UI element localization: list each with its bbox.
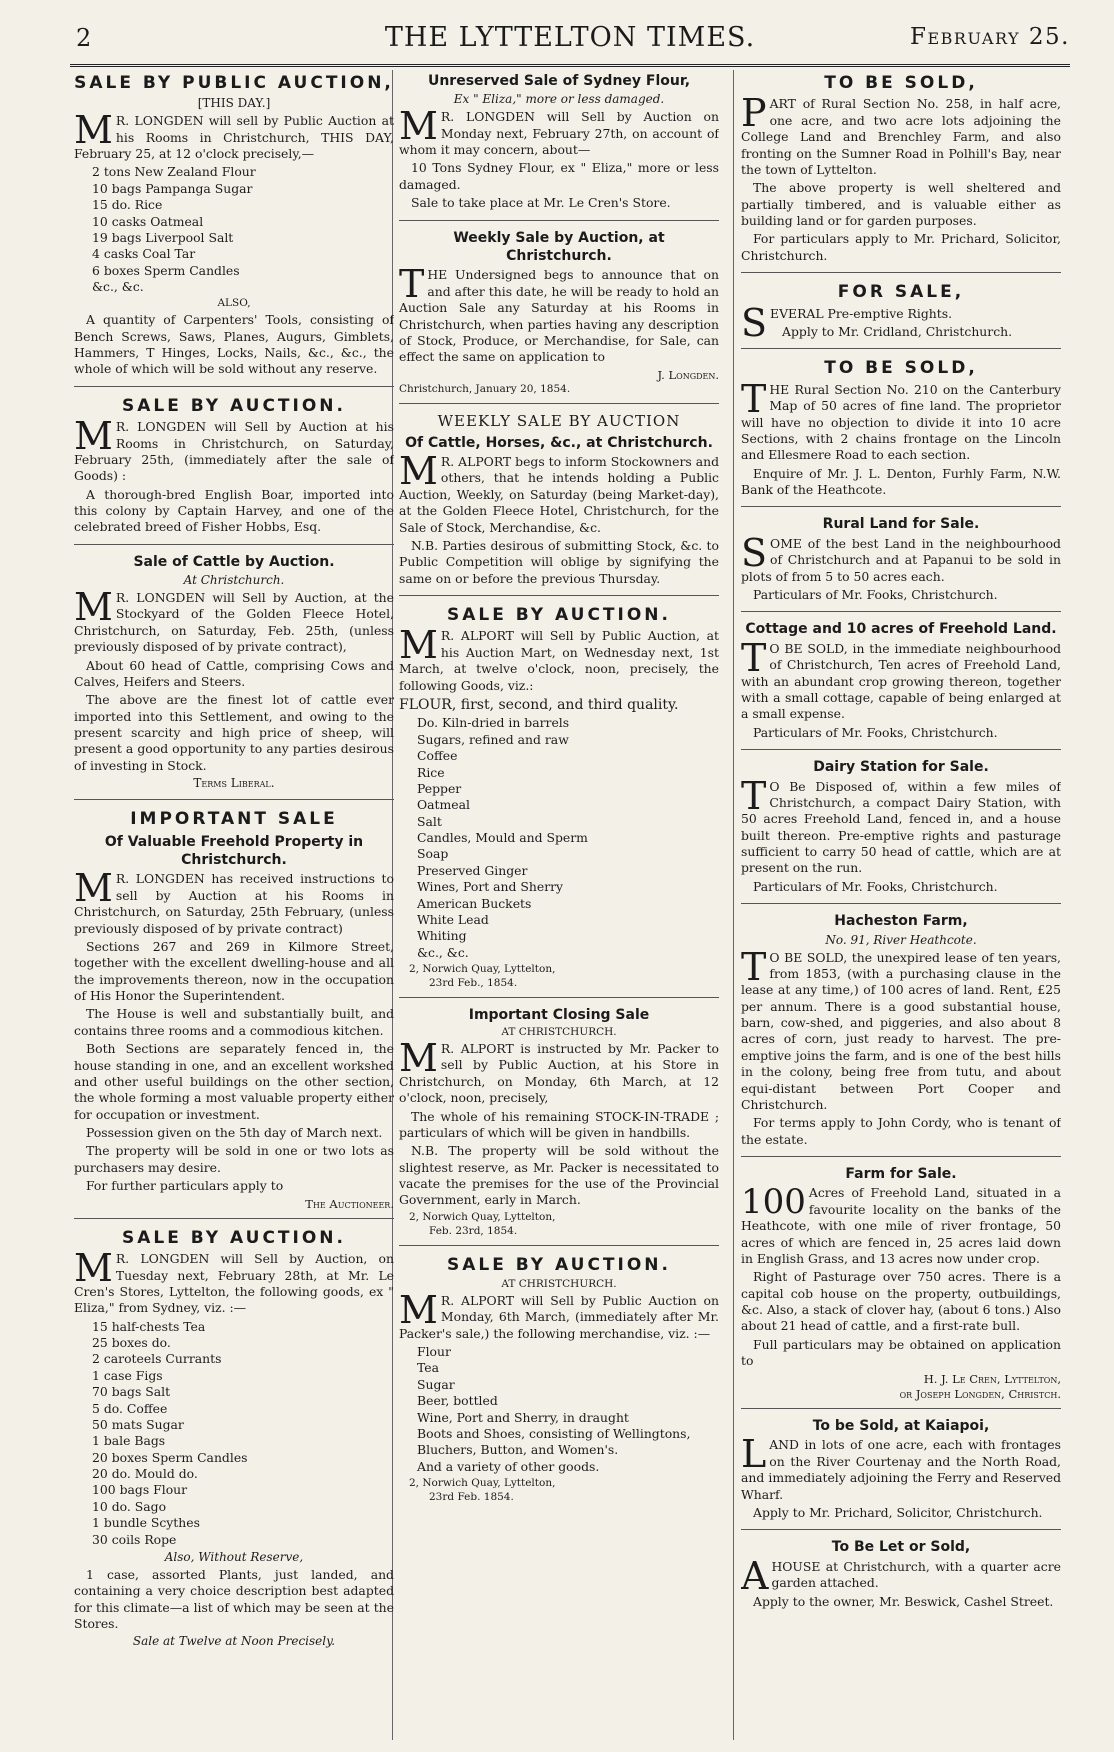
advert-eliza-goods xyxy=(74,1227,394,1657)
drop-cap: T xyxy=(399,262,425,307)
list-item: 5 do. Coffee xyxy=(92,1400,168,1416)
advert-body: N.B. The property will be sold without the slightest reserve, as Mr. Packer is necessitated to vacate the premises for the use of the Provincial Government, early in March. xyxy=(399,1143,719,1208)
terms-note: Terms Liberal. xyxy=(193,776,275,791)
drop-cap: T xyxy=(741,376,767,421)
newspaper-title: THE LYTTELTON TIMES. xyxy=(384,22,756,53)
advert-sale-boar xyxy=(74,395,394,545)
advert-body: Particulars of Mr. Fooks, Christchurch. xyxy=(753,587,998,603)
goods-list xyxy=(417,1344,719,1475)
advert-body: A thorough-bred English Boar, imported into this colony by Captain Harvey, and one of the celebrated breed of Fisher Hobbs, Esq. xyxy=(74,486,394,535)
list-item: 4 casks Coal Tar xyxy=(92,246,196,262)
drop-cap: S xyxy=(741,300,768,345)
issue-date: February 25. xyxy=(910,24,1070,50)
drop-cap: M xyxy=(399,623,438,668)
dateline: Christchurch, January 20, 1854. xyxy=(399,382,571,395)
goods-list xyxy=(92,1319,394,1548)
address: 2, Norwich Quay, Lyttelton, xyxy=(409,1210,556,1223)
advert-heading: Sale of Cattle by Auction. xyxy=(133,553,335,570)
advert-body: About 60 head of Cattle, comprising Cows and Calves, Heifers and Steers. xyxy=(74,657,394,689)
list-item: And a variety of other goods. xyxy=(417,1458,600,1474)
list-item: 1 bale Bags xyxy=(92,1433,166,1449)
dateline: 23rd Feb., 1854. xyxy=(429,976,518,989)
drop-cap: S xyxy=(741,530,768,575)
list-item: 30 coils Rope xyxy=(92,1531,177,1547)
page-number: 2 xyxy=(76,24,92,52)
signature: or Joseph Longden, Christch. xyxy=(899,1386,1061,1401)
advert-weekly-sale-alport xyxy=(399,412,719,596)
advert-body: Apply to the owner, Mr. Beswick, Cashel Street. xyxy=(753,1593,1054,1609)
advert-body: M R. ALPORT will Sell by Public Auction, at his Auction Mart, on Wednesday next, 1st March, at twelve o'clock, noon, precisely, the following Goods, viz.: xyxy=(399,623,719,693)
goods-list xyxy=(92,164,394,295)
drop-cap: M xyxy=(399,449,438,494)
list-item: Candles, Mould and Sperm xyxy=(417,830,588,846)
list-item: 20 do. Mould do. xyxy=(92,1466,198,1482)
advert-body: M R. ALPORT begs to inform Stockowners and others, that he intends holding a Public Auction, Weekly, on Saturday (being Market-day), at the Golden Fleece Hotel, Christchurch, for the Sale of Stock, Merchandise, &c. xyxy=(399,449,719,535)
advert-heading: Important Closing Sale xyxy=(468,1006,650,1023)
advert-body: A quantity of Carpenters' Tools, consisting of Bench Screws, Saws, Planes, Augurs, Gimblets, Hammers, T Hinges, Locks, Nails, &c., &c., the whole of which will be sold without any reserve. xyxy=(74,312,394,377)
advert-heading: IMPORTANT SALE xyxy=(130,809,338,830)
advert-heading: SALE BY AUCTION. xyxy=(447,1254,671,1275)
list-item: 10 bags Pampanga Sugar xyxy=(92,180,253,196)
advert-heading: SALE BY AUCTION. xyxy=(122,1227,346,1248)
advert-body: M R. LONGDEN has received instructions to sell by Auction at his Rooms in Christchurch, on Saturday, 25th February, (unless previously disposed of by private contract) xyxy=(74,866,394,936)
drop-cap: 100 xyxy=(741,1182,806,1223)
list-item: 50 mats Sugar xyxy=(92,1416,184,1432)
advert-body: N.B. Parties desirous of submitting Stock, &c. to Public Competition will oblige by signifying the same on or before the previous Thursday. xyxy=(399,537,719,586)
advert-body: Particulars of Mr. Fooks, Christchurch. xyxy=(753,724,998,740)
advert-alport-goods xyxy=(399,604,719,998)
advert-body: SOME of the best Land in the neighbourhood of Christchurch and at Papanui to be sold in plots of from 5 to 50 acres each. xyxy=(741,530,1061,584)
advert-body: M R. LONGDEN will Sell by Auction, at the Stockyard of the Golden Fleece Hotel, Christchurch, on Saturday, Feb. 25th, (unless previously disposed of by private contract), xyxy=(74,585,394,655)
drop-cap: M xyxy=(74,108,113,153)
advert-body: 1 case, assorted Plants, just landed, and containing a very choice description best adapted for this climate—a list of which may be seen at the Stores. xyxy=(74,1566,394,1631)
advert-heading: To Be Let or Sold, xyxy=(831,1539,971,1556)
advert-body: SEVERAL Pre-emptive Rights. xyxy=(741,300,953,345)
advert-body: Apply to Mr. Prichard, Solicitor, Christchurch. xyxy=(753,1504,1043,1520)
advert-body: THE Rural Section No. 210 on the Canterbury Map of 50 acres of fine land. The proprietor will have no objection to divide it into 10 acre Sections, with 2 chains frontage on the Lincoln and Ellesmere Road to each section. xyxy=(741,376,1061,463)
advert-heading: Weekly Sale by Auction, at Christchurch. xyxy=(453,229,665,265)
list-item: American Buckets xyxy=(417,895,532,911)
advert-closing-sale xyxy=(399,1006,719,1246)
list-item: Rice xyxy=(417,764,445,780)
list-item: 100 bags Flour xyxy=(92,1482,188,1498)
advert-cottage xyxy=(741,620,1061,750)
advert-pre-emptive-rights xyxy=(741,281,1061,349)
drop-cap: A xyxy=(741,1553,769,1598)
advert-body: Enquire of Mr. J. L. Denton, Furhly Farm, N.W. Bank of the Heathcote. xyxy=(741,465,1061,498)
list-item: Whiting xyxy=(417,928,467,944)
advert-heading: SALE BY AUCTION. xyxy=(122,395,346,416)
list-item: 70 bags Salt xyxy=(92,1384,171,1400)
list-item: Coffee xyxy=(417,748,458,764)
drop-cap: M xyxy=(399,1036,438,1081)
drop-cap: M xyxy=(399,1287,438,1332)
list-item: Sugars, refined and raw xyxy=(417,731,569,747)
advert-sydney-flour xyxy=(399,72,719,221)
advert-body: Apply to Mr. Cridland, Christchurch. xyxy=(782,324,1013,339)
advert-subheading: Of Cattle, Horses, &c., at Christchurch. xyxy=(405,434,713,451)
goods-list xyxy=(417,715,719,961)
list-item: 2 caroteels Currants xyxy=(92,1351,222,1367)
list-item: 25 boxes do. xyxy=(92,1335,171,1351)
advert-body: M R. LONGDEN will Sell by Auction, on Tuesday next, February 28th, at Mr. Le Cren's Stores, Lyttelton, the following goods, ex " Eliza," from Sydney, viz. :— xyxy=(74,1246,394,1316)
advert-heading: To be Sold, at Kaiapoi, xyxy=(812,1417,990,1434)
list-item: Beer, bottled xyxy=(417,1393,498,1409)
advert-body: Possession given on the 5th day of March next. xyxy=(86,1125,383,1141)
advert-heading: TO BE SOLD, xyxy=(824,73,978,93)
column-3 xyxy=(741,70,1061,1740)
advert-body: PART of Rural Section No. 258, in half acre, one acre, and two acre lots adjoining the College Land and Brenchley Farm, and also fronting on the Sumner Road in Polhill's Bay, near the town of Lyttelton. xyxy=(741,91,1061,177)
advert-heading: Unreserved Sale of Sydney Flour, xyxy=(427,73,691,89)
advert-body: Full particulars may be obtained on application to xyxy=(741,1336,1061,1369)
advert-subheading: At Christchurch. xyxy=(183,573,285,588)
advert-subheading: Of Valuable Freehold Property in Christchurch. xyxy=(104,833,364,868)
advert-rural-section-258 xyxy=(741,72,1061,273)
advert-body: For terms apply to John Cordy, who is tenant of the estate. xyxy=(741,1115,1061,1147)
advert-body: The above property is well sheltered and partially timbered, and is valuable either as building land or for garden purposes. xyxy=(741,180,1061,229)
advert-body: T O BE SOLD, the unexpired lease of ten years, from 1853, (with a purchasing clause in the lease at any time,) of 100 acres of land. Rent, £25 per annum. There is a good substantial house, barn, cow-shed, and piggeries, and also about 8 acres of corn, just ready to harvest. The pre-emptive joins the farm, and is one of the best hills in the colony, being free from tutu, and about equi-distant between Port Cooper and Christchurch. xyxy=(741,944,1061,1112)
drop-cap: T xyxy=(741,635,767,680)
drop-cap: M xyxy=(399,104,438,149)
lead-item: FLOUR, first, second, and third quality. xyxy=(399,696,679,713)
drop-cap: M xyxy=(74,1246,113,1291)
drop-cap: P xyxy=(741,91,767,136)
list-item: Pepper xyxy=(417,780,462,796)
advert-heading: SALE BY PUBLIC AUCTION, xyxy=(74,73,394,93)
advert-body: For particulars apply to Mr. Prichard, Solicitor, Christchurch. xyxy=(741,231,1061,263)
list-item: 2 tons New Zealand Flour xyxy=(92,164,256,180)
list-item: &c., &c. xyxy=(92,279,144,295)
advert-body: Both Sections are separately fenced in, the house standing in one, and an excellent workshed and other useful buildings on the other section, the whole forming a most valuable property either for occupation or investment. xyxy=(74,1041,394,1122)
list-item: Boots and Shoes, consisting of Wellingtons, Bluchers, Button, and Women's. xyxy=(417,1425,691,1458)
drop-cap: T xyxy=(741,773,767,818)
address: 2, Norwich Quay, Lyttelton, xyxy=(409,1477,556,1489)
advert-body: The whole of his remaining STOCK-IN-TRADE ; particulars of which will be given in handbills. xyxy=(399,1108,719,1140)
advert-kaiapoi xyxy=(741,1417,1061,1530)
advert-body: The property will be sold in one or two lots as purchasers may desire. xyxy=(74,1143,394,1175)
advert-body: The House is well and substantially built, and contains three rooms and a commodious kitchen. xyxy=(74,1006,394,1038)
dateline: 23rd Feb. 1854. xyxy=(429,1490,514,1503)
list-item: Wine, Port and Sherry, in draught xyxy=(417,1409,629,1425)
also-label: Also, Without Reserve, xyxy=(164,1549,304,1564)
advert-subheading: No. 91, River Heathcote. xyxy=(825,932,977,947)
advert-farm-for-sale xyxy=(741,1165,1061,1409)
advert-subheading: AT CHRISTCHURCH. xyxy=(501,1278,617,1291)
advert-rural-section-210 xyxy=(741,357,1061,507)
column-2 xyxy=(399,70,719,1740)
list-item: 19 bags Liverpool Salt xyxy=(92,229,234,245)
drop-cap: T xyxy=(741,944,767,989)
column-rule xyxy=(733,70,734,1740)
signature: The Auctioneer. xyxy=(305,1196,394,1211)
list-item: Oatmeal xyxy=(417,797,470,813)
advert-rural-land xyxy=(741,515,1061,612)
drop-cap: M xyxy=(74,414,113,459)
advert-cattle-sale xyxy=(74,553,394,800)
advert-dairy-station xyxy=(741,758,1061,904)
list-item: 20 boxes Sperm Candles xyxy=(92,1449,248,1465)
advert-body: The above are the finest lot of cattle ever imported into this Settlement, and owing to the present scarcity and high price of sheep, will present a good opportunity to any parties desirous of investing in Stock. xyxy=(74,692,394,773)
advert-subheading: Ex " Eliza," more or less damaged. xyxy=(453,92,665,107)
advert-let-or-sold xyxy=(741,1538,1061,1618)
drop-cap: L xyxy=(741,1432,767,1477)
advert-body: M R. LONGDEN will Sell by Auction at his Rooms in Christchurch, on Saturday, February 25th, (immediately after the sale of Goods) : xyxy=(74,414,394,484)
advert-freehold-property xyxy=(74,808,394,1219)
list-item: 6 boxes Sperm Candles xyxy=(92,262,240,278)
masthead-rule xyxy=(70,64,1070,67)
advert-body: Sale to take place at Mr. Le Cren's Store. xyxy=(411,195,671,211)
advert-hacheston-farm xyxy=(741,912,1061,1157)
list-item: Salt xyxy=(417,813,442,829)
list-item: 10 do. Sago xyxy=(92,1498,167,1514)
list-item: Soap xyxy=(417,846,449,862)
advert-body: M R. LONGDEN will Sell by Auction on Monday next, February 27th, on account of whom it may concern, about— xyxy=(399,104,719,158)
advert-heading: Farm for Sale. xyxy=(845,1166,957,1183)
list-item: Flour xyxy=(417,1344,451,1359)
column-1 xyxy=(74,70,394,1740)
list-item: &c., &c. xyxy=(417,944,469,960)
drop-cap: M xyxy=(74,585,113,630)
advert-heading: SALE BY AUCTION. xyxy=(447,605,671,626)
advert-weekly-sale-longden xyxy=(399,229,719,404)
also-label: ALSO, xyxy=(217,297,251,310)
advert-body: Sections 267 and 269 in Kilmore Street, together with the excellent dwelling-house and all the improvements thereon, now in the occupation of His Honor the Superintendent. xyxy=(74,938,394,1004)
list-item: Sugar xyxy=(417,1376,455,1392)
advert-body: For further particulars apply to xyxy=(86,1178,284,1194)
advert-heading: Rural Land for Sale. xyxy=(822,516,980,533)
advert-body: T O BE SOLD, in the immediate neighbourhood of Christchurch, Ten acres of Freehold Land, with an abundant crop growing thereon, together with a small cottage, capable of being enlarged at a small expense. xyxy=(741,635,1061,722)
advert-body: 10 Tons Sydney Flour, ex " Eliza," more or less damaged. xyxy=(399,160,719,192)
advert-subheading: [THIS DAY.] xyxy=(197,96,271,111)
advert-heading: WEEKLY SALE BY AUCTION xyxy=(437,411,681,430)
advert-body: AHOUSE at Christchurch, with a quarter acre garden attached. xyxy=(741,1553,1061,1598)
list-item: Wines, Port and Sherry xyxy=(417,879,564,895)
list-item: Preserved Ginger xyxy=(417,862,528,878)
advert-body: T O Be Disposed of, within a few miles of Christchurch, a compact Dairy Station, with 50 acres Freehold Land, fenced in, and a house built thereon. Pre-emptive rights and pasturage sufficient to carry 50 head of cattle, which are at present on the run. xyxy=(741,773,1061,876)
advert-merchandise-sale xyxy=(399,1254,719,1511)
advert-body: M R. ALPORT is instructed by Mr. Packer to sell by Public Auction, at his Store in Christchurch, on Monday, 6th March, at 12 o'clock, noon, precisely, xyxy=(399,1036,719,1106)
advert-body: M R. ALPORT will Sell by Public Auction on Monday, 6th March, (immediately after Mr. Packer's sale,) the following merchandise, viz. :— xyxy=(399,1287,719,1341)
advert-body: LAND in lots of one acre, each with frontages on the River Courtenay and the North Road, and immediately adjoining the Ferry and Reserved Wharf. xyxy=(741,1432,1061,1502)
address: 2, Norwich Quay, Lyttelton, xyxy=(409,963,556,976)
signature: J. Longden. xyxy=(657,367,719,382)
masthead xyxy=(70,20,1070,62)
advert-body: 100 Acres of Freehold Land, situated in a favourite locality on the banks of the Heathcote, with one mile of river frontage, 50 acres of which are fenced in, 25 acres laid down in English Grass, and 13 acres now under crop. xyxy=(741,1182,1061,1266)
list-item: Tea xyxy=(417,1360,440,1376)
advert-heading: Cottage and 10 acres of Freehold Land. xyxy=(745,621,1057,638)
list-item: 10 casks Oatmeal xyxy=(92,213,204,229)
list-item: 15 do. Rice xyxy=(92,197,163,213)
list-item: Do. Kiln-dried in barrels xyxy=(417,715,570,731)
advert-heading: FOR SALE, xyxy=(837,282,965,303)
list-item: 1 case Figs xyxy=(92,1367,163,1383)
advert-body: Particulars of Mr. Fooks, Christchurch. xyxy=(753,878,998,894)
list-item: White Lead xyxy=(417,911,489,927)
sale-time-note: Sale at Twelve at Noon Precisely. xyxy=(132,1634,336,1649)
dateline: Feb. 23rd, 1854. xyxy=(429,1224,518,1237)
advert-heading: Hacheston Farm, xyxy=(834,913,968,930)
signature: H. J. Le Cren, Lyttelton, xyxy=(923,1371,1061,1386)
advert-heading: Dairy Station for Sale. xyxy=(813,759,989,776)
advert-body: THE Undersigned begs to announce that on and after this date, he will be ready to hold an Auction Sale any Saturday at his Rooms in Christchurch, when parties having any description of Stock, Produce, or Merchandise, for Sale, can effect the same on application to xyxy=(399,262,719,365)
list-item: 1 bundle Scythes xyxy=(92,1515,200,1531)
drop-cap: M xyxy=(74,866,113,911)
advert-body: M R. LONGDEN will sell by Public Auction at his Rooms in Christchurch, THIS DAY, February 25, at 12 o'clock precisely,— xyxy=(74,108,394,162)
list-item: 15 half-chests Tea xyxy=(92,1318,206,1334)
advert-heading: TO BE SOLD, xyxy=(824,358,978,379)
advert-public-auction xyxy=(74,72,394,387)
advert-subheading: AT CHRISTCHURCH. xyxy=(501,1026,617,1039)
advert-body: Right of Pasturage over 750 acres. There is a capital cob house on the property, outbuildings, &c. Also, a stack of clover hay, (about 6 tons.) Also about 21 head of cattle, and a first-rate bull. xyxy=(741,1269,1061,1334)
